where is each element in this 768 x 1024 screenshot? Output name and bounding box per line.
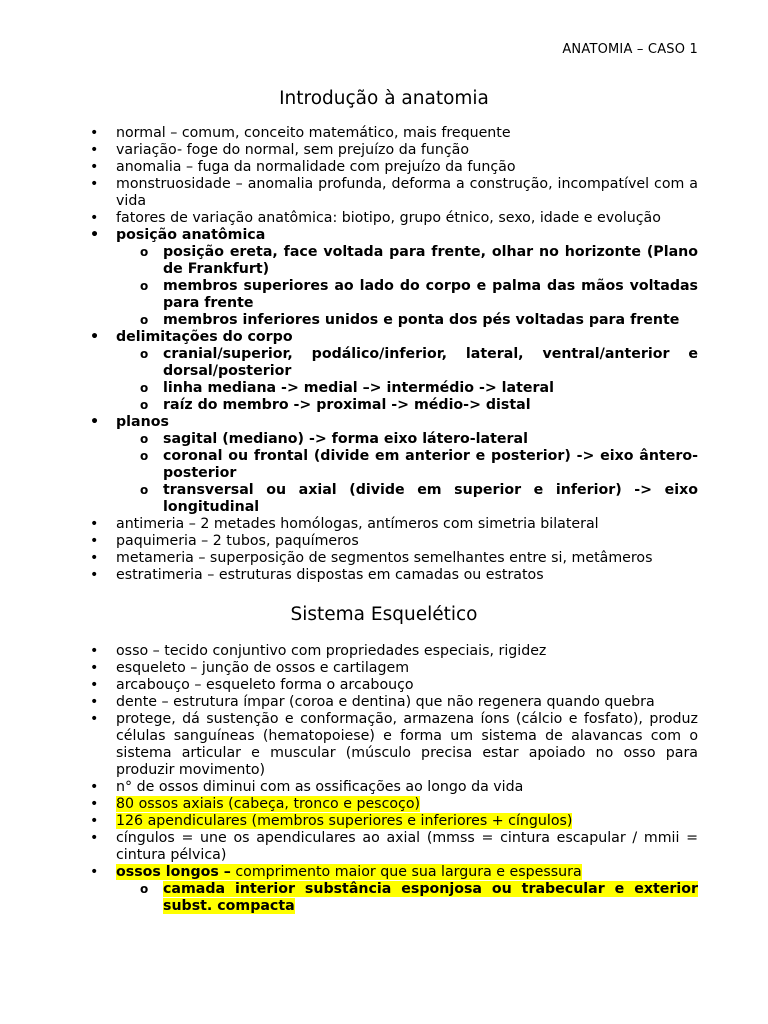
list-item: • normal – comum, conceito matemático, mais frequente [116,125,698,142]
list-item: • anomalia – fuga da normalidade com prejuízo da função [116,159,698,176]
section-title-intro: Introdução à anatomia [279,88,489,109]
sub-list-item: o posição ereta, face voltada para frente, olhar no horizonte (Plano de Frankfurt) [163,244,698,278]
intro-list [116,125,698,584]
list-item: • antimeria – 2 metades homólogas, antímeros com simetria bilateral [116,516,698,533]
list-item: • dente – estrutura ímpar (coroa e dentina) que não regenera quando quebra [116,694,698,711]
page-header: ANATOMIA – CASO 1 [562,42,698,57]
list-item-highlighted [116,813,698,830]
sub-list-item: o transversal ou axial (divide em superior e inferior) -> eixo longitudinal [163,482,698,516]
highlight-text: 80 ossos axiais (cabeça, tronco e pescoço) [116,796,421,812]
list-item: • n° de ossos diminui com as ossificações ao longo da vida [116,779,698,796]
list-item: • esqueleto – junção de ossos e cartilagem [116,660,698,677]
sub-list-item: o membros inferiores unidos e ponta dos pés voltadas para frente [163,312,698,329]
list-item: • planos [116,414,698,431]
sub-list-item: o sagital (mediano) -> forma eixo látero-lateral [163,431,698,448]
list-item: • posição anatômica [116,227,698,244]
bold-prefix: ossos longos – [116,864,231,880]
item-text: comprimento maior que sua largura e espessura [230,864,582,880]
sub-list-item: o membros superiores ao lado do corpo e palma das mãos voltadas para frente [163,278,698,312]
list-item: • variação- foge do normal, sem prejuízo da função [116,142,698,159]
list-item: • arcabouço – esqueleto forma o arcabouço [116,677,698,694]
sub-list-item: o coronal ou frontal (divide em anterior e posterior) -> eixo ântero-posterior [163,448,698,482]
list-item: • protege, dá sustenção e conformação, armazena íons (cálcio e fosfato), produz células sanguíneas (hematopoiese) e forma um sistema de alavancas com o sistema articular e muscular (músculo precisa estar apoiado no osso para produzir movimento) [116,711,698,779]
list-item: • osso – tecido conjuntivo com propriedades especiais, rigidez [116,643,698,660]
highlight-text [116,864,582,880]
list-item: • monstruosidade – anomalia profunda, deforma a construção, incompatível com a vida [116,176,698,210]
sub-list-item: o linha mediana -> medial –> intermédio -> lateral [163,380,698,397]
list-item: • paquimeria – 2 tubos, paquímeros [116,533,698,550]
sub-list-item: o cranial/superior, podálico/inferior, lateral, ventral/anterior e dorsal/posterior [163,346,698,380]
sub-list-item: o raíz do membro -> proximal -> médio-> distal [163,397,698,414]
list-item: • delimitações do corpo [116,329,698,346]
list-item: • fatores de variação anatômica: biotipo, grupo étnico, sexo, idade e evolução [116,210,698,227]
sub-list-item-highlighted [163,881,698,915]
highlight-text: camada interior substância esponjosa ou trabecular e exterior subst. compacta [163,881,698,914]
list-item: • metameria – superposição de segmentos semelhantes entre si, metâmeros [116,550,698,567]
list-item-highlighted [116,864,698,881]
skeletal-list [116,643,698,915]
section-title-skeletal: Sistema Esquelético [290,604,478,625]
list-item-highlighted [116,796,698,813]
list-item: • cíngulos = une os apendiculares ao axial (mmss = cintura escapular / mmii = cintura pélvica) [116,830,698,864]
list-item: • estratimeria – estruturas dispostas em camadas ou estratos [116,567,698,584]
highlight-text: 126 apendiculares (membros superiores e inferiores + cíngulos) [116,813,573,829]
